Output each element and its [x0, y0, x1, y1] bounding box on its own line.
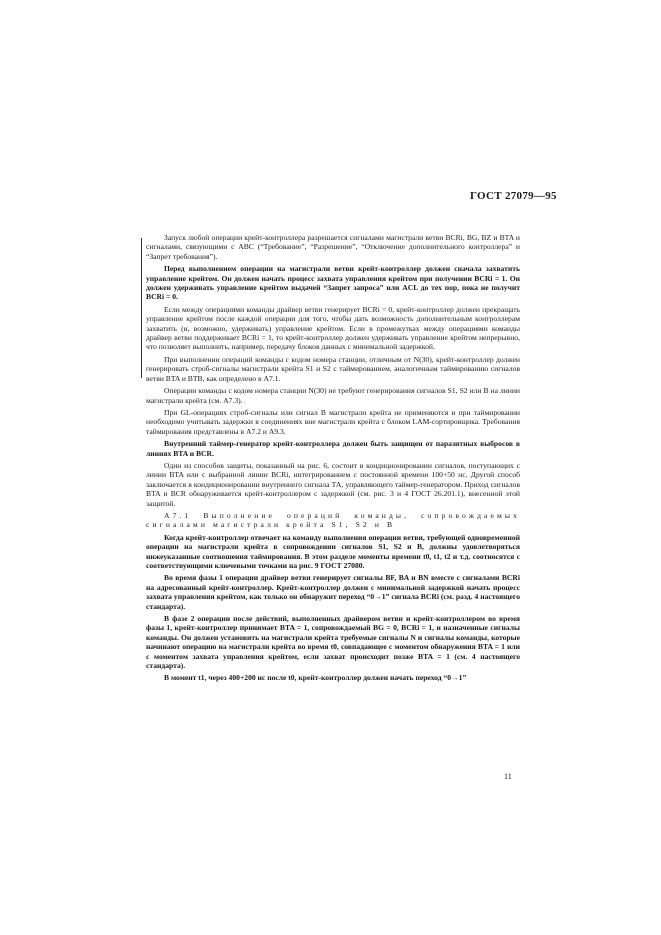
page-header: ГОСТ 27079—95 — [470, 190, 557, 202]
paragraph: Операции команды с кодом номера станции N(30) не требуют генерирования сигналов S1, S2 или B на линии магистрали крейта (см. А7.3). — [146, 386, 520, 405]
paragraph: Во время фазы 1 операции драйвер ветви генерирует сигналы BF, BA и BN вместе с сигналами BCRi на адресованный крейт-контроллер. Крейт-контроллер должен с минимальной задержкой начать процесс захвата управления крейтом, как только он обнаружит переход “0→1” сигнала BCRi (см. разд. 4 настоящего стандарта). — [146, 573, 520, 611]
paragraph: При выполнении операций команды с кодом номера станции, отличным от N(30), крейт-контроллер должен генерировать строб-сигналы магистрали крейта S1 и S2 с таймированием, аналогичным таймированию сигналов ветви BTA и BTB, как определено в А7.1. — [146, 354, 520, 383]
paragraph: Если между операциями команды драйвер ветви генерирует BCRi = 0, крейт-контроллер должен прекращать управление крейтом после каждой операции для того, чтобы дать возможность дополнительным контроллерам захватить (и, возможно, удерживать) управление крейтом. Если в промежутках между операциями команды драйвер ветви поддерживает BCRi = 1, то крейт-контроллер должен удерживать управление крейтом непрерывно, что позволяет выполнить, например, передачу блоков данных с минимальной задержкой. — [146, 304, 520, 352]
paragraph: В фазе 2 операции после действий, выполненных драйвером ветви и крейт-контроллером во время фазы 1, крейт-контроллер принимает BTA = 1, сопровождаемый BG = 0, BCRi = 1, и назначенные сигналы команды. Он должен установить на магистрали крейта требуемые сигналы N и сигналы команды, которые начинают операцию на магистрали крейта во время t0, совпадающее с моментом обнаружения BTA = 1 или с моментом захвата управления крейтом, если захват происходит позже BTA = 1 (см. 4 настоящего стандарта). — [146, 614, 520, 671]
paragraph: При GL-операциях строб-сигналы или сигнал B магистрали крейта не применяются и при таймировании необходимо учитывать задержки в соединениях вне магистрали крейта с блоком LAM-сортировщика. Требования таймирования представлены в А7.2 и А9.3. — [146, 407, 520, 436]
document-body — [146, 233, 520, 686]
section-heading: А7.1 Выполнение операций команды, сопровождаемых сигналами магистрали крейта S1, S2 и B — [146, 510, 520, 530]
paragraph: Внутренний таймер-генератор крейт-контроллера должен быть защищен от паразитных выбросов в линиях BTA и BCR. — [146, 439, 520, 458]
paragraph: В момент t1, через 400+200 нс после t0, крейт-контроллер должен начать переход “0→1” — [164, 673, 467, 683]
paragraph: Запуск любой операции крейт-контроллера разрешается сигналами магистрали ветви BCRi, BG, BZ и BTA и сигналами, связующими с АВС (“Требование”, “Разрешение”, “Отключение дополнительного контроллера” и “Запрет требования”). — [146, 233, 520, 261]
paragraph: Один из способов защиты, показанный на рис. 6, состоит в кондиционировании сигналов, поступающих с линии BTA или с выбранной линии BCRi, интегрированием с постоянной времени 100+50 нс. Другой способ заключается в кондиционировании внутреннего сигнала ТА, управляющего таймер-генератором. Приход сигналов BTA и BCR обнаруживается крейт-контроллером с задержкой (см. рис. 3 и 4 ГОСТ 26.201.1), внесенной этой защитой. — [146, 460, 520, 508]
page-number: 11 — [504, 772, 512, 781]
paragraph: Когда крейт-контроллер отвечает на команду выполнения операции ветви, требующей одновременной операции на магистрали крейта в сопровождении сигналов S1, S2 и B, должны удовлетворяться нижеуказанные соотношения таймирования. В этом разделе моменты времени t0, t1, t2 и т.д. соотносятся с соответствующими ключевыми точками на рис. 9 ГОСТ 27080. — [146, 532, 520, 570]
paragraph: Перед выполнением операции на магистрали ветви крейт-контроллер должен сначала захватить управление крейтом. Он должен начать процесс захвата управления крейтом при получении BCRi = 1. Он должен удерживать управление крейтом выдачей “Запрет запроса” или ACL до тех пор, пока не получит BCRi = 0. — [146, 264, 520, 302]
margin-revision-bar — [141, 238, 142, 378]
